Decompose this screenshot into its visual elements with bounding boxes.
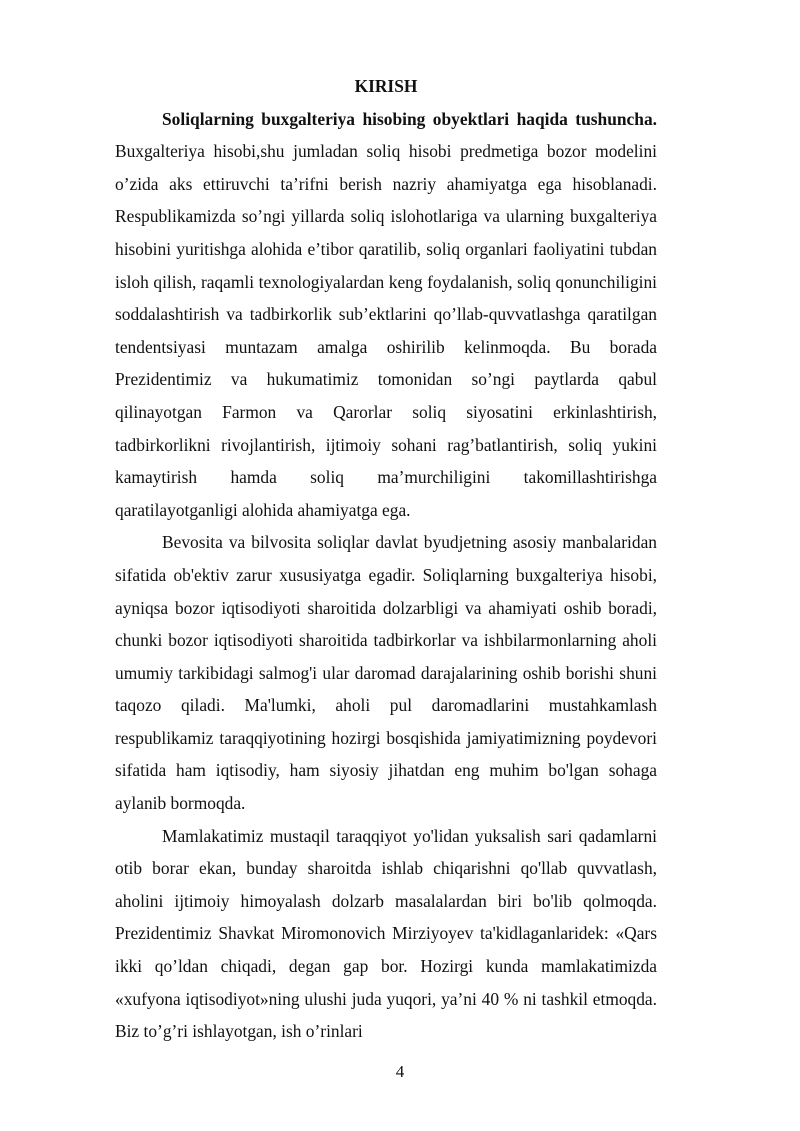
section-heading: KIRISH: [354, 76, 418, 96]
document-body: [115, 70, 657, 1048]
page-number: 4: [395, 1062, 405, 1081]
paragraph-3: Mamlakatimiz mustaqil taraqqiyot yo'lidan yuksalish sari qadamlarni otib borar ekan, bunday sharoitda ishlab chiqarishni qo'llab quvvatlash, aholini ijtimoiy himoyalash dolzarb masalalardan biri bo'lib qolmoqda. Prezidentimiz Shavkat Miromonovich Mirziyoyev ta'kidlaganlaridek: «Qars ikki qo’ldan chiqadi, degan gap bor. Hozirgi kunda mamlakatimizda «xufyona iqtisodiyot»ning ulushi juda yuqori, ya’ni 40 % ni tashkil etmoqda. Biz to’g’ri ishlayotgan, ish o’rinlari: [115, 825, 657, 1042]
paragraph-text: Buxgalteriya hisobi,shu jumladan soliq hisobi predmetiga bozor modelini o’zida aks ettiruvchi ta’rifni berish nazriy ahamiyatga ega hisoblanadi. Respublikamizda so’ngi yillarda soliq islohotlariga va ularning buxgalteriya hisobini yuritishga alohida e’tibor qaratilib, soliq organlari faoliyatini tubdan isloh qilish, raqamli texnologiyalardan keng foydalanish, soliq qonunchiligini soddalashtirish va tadbirkorlik sub’ektlarini qo’llab-quvvatlashga qaratilgan tendentsiyasi muntazam amalga oshirilib kelinmoqda. Bu borada Prezidentimiz va hukumatimiz tomonidan so’ngi paytlarda qabul qilinayotgan Farmon va Qarorlar soliq siyosatini erkinlashtirish, tadbirkorlikni rivojlantirish, ijtimoiy sohani rag’batlantirish, soliq yukini kamaytirish hamda soliq ma’murchiligini takomillashtirishga qaratilayotganligi alohida ahamiyatga ega.: [115, 141, 657, 520]
paragraph-lead: Soliqlarning buxgalteriya hisobing obyektlari haqida tushuncha.: [162, 108, 657, 129]
paragraph-2: Bevosita va bilvosita soliqlar davlat byudjetning asosiy manbalaridan sifatida ob'ektiv zarur xususiyatga egadir. Soliqlarning buxgalteriya hisobi, ayniqsa bozor iqtisodiyoti sharoitida dolzarbligi va ahamiyati oshib boradi, chunki bozor iqtisodiyoti sharoitida tadbirkorlar va ishbilarmonlarning aholi umumiy tarkibidagi salmog'i ular daromad darajalarining oshib borishi shuni taqozo qiladi. Ma'lumki, aholi pul daromadlarini mustahkamlash respublikamiz taraqqiyotining hozirgi bosqishida jamiyatimizning poydevori sifatida ham iqtisodiy, ham siyosiy jihatdan eng muhim bo'lgan sohaga aylanib bormoqda.: [115, 532, 657, 814]
paragraph-1: [115, 103, 657, 527]
